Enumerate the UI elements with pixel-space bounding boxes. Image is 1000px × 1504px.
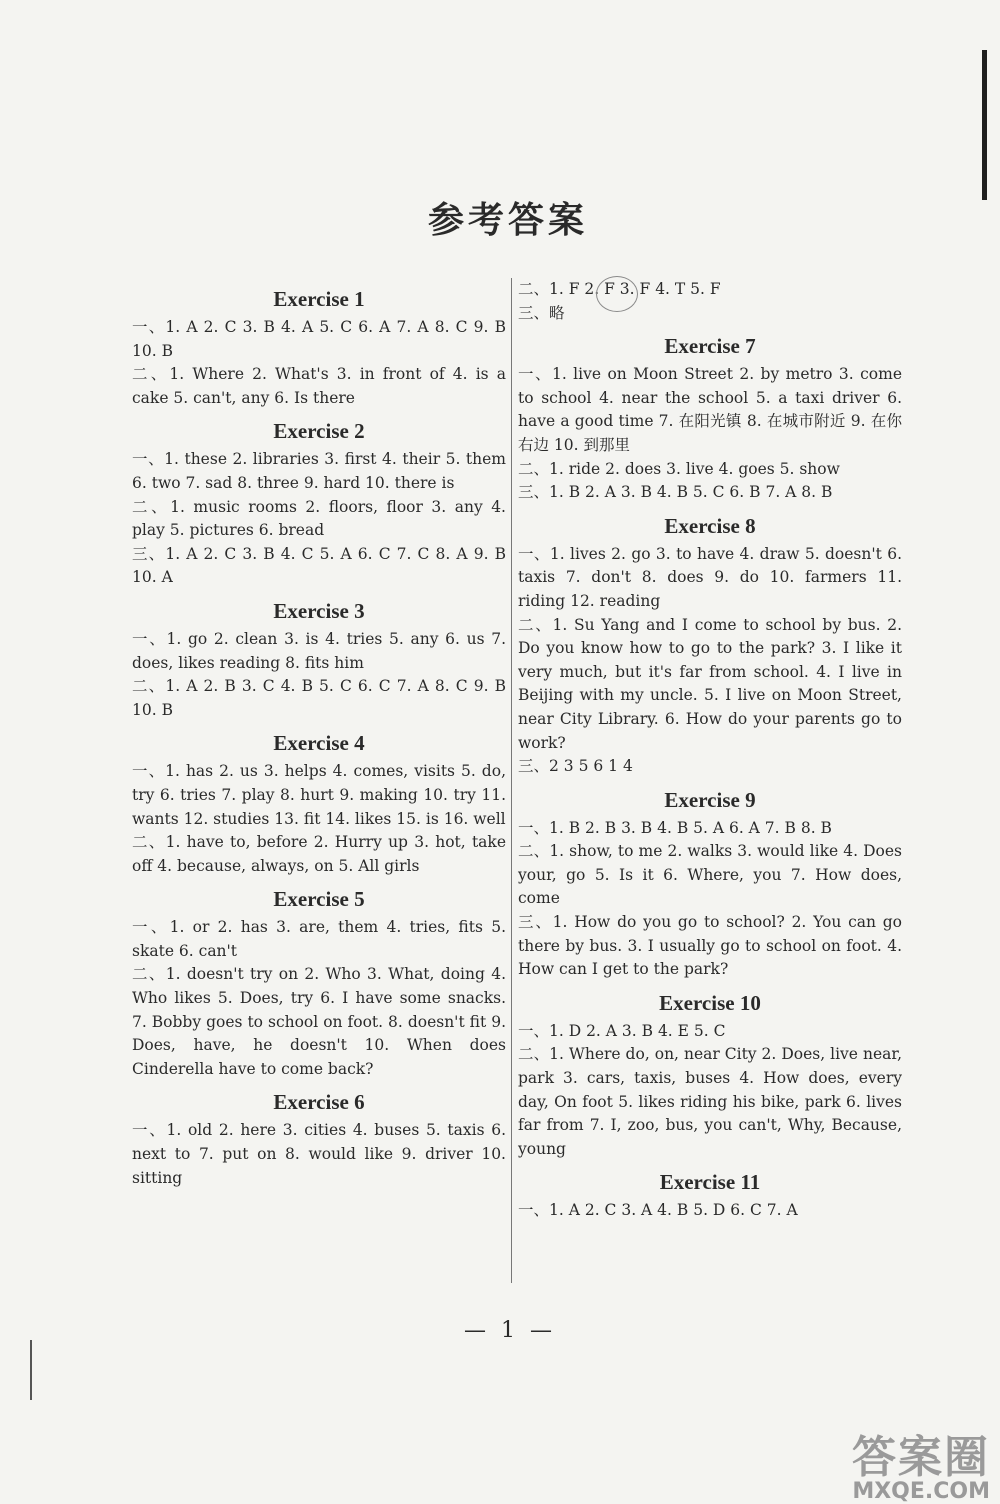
answer-paragraph: 一、1. lives 2. go 3. to have 4. draw 5. doesn't 6. taxis 7. don't 8. does 9. do 10. farmers 11. riding 12. reading: [518, 544, 902, 610]
exercise-heading: Exercise 6: [273, 1090, 365, 1115]
page-number: — 1 —: [464, 1318, 556, 1343]
answer-paragraph: 一、1. these 2. libraries 3. first 4. their 5. them 6. two 7. sad 8. three 9. hard 10. there is: [132, 450, 506, 492]
answer-paragraph: 三、2 3 5 6 1 4: [518, 757, 633, 776]
exercise-heading: Exercise 1: [273, 287, 365, 311]
stamp-seal: [596, 276, 638, 312]
margin-mark: [30, 1340, 32, 1400]
answer-paragraph: 二、1. have to, before 2. Hurry up 3. hot, take off 4. because, always, on 5. All girls: [132, 833, 506, 875]
answer-paragraph: 二、1. Su Yang and I come to school by bus. 2. Do you know how to go to the park? 3. I like it very much, but it's far from school. 4. I live in Beijing with my uncle. 5. I live on Moon Street, near City Library. 6. How do your parents go to work?: [518, 615, 902, 752]
answer-paragraph: 三、1. How do you go to school? 2. You can go there by bus. 3. I usually go to school on foot. 4. How can I get to the park?: [518, 913, 902, 979]
answer-paragraph: 一、1. A 2. C 3. A 4. B 5. D 6. C 7. A: [518, 1201, 798, 1220]
answer-paragraph: 三、略: [518, 303, 565, 322]
site-watermark: [820, 1432, 990, 1504]
exercise-heading: Exercise 10: [659, 990, 761, 1015]
exercise-heading: Exercise 5: [273, 887, 365, 912]
answer-paragraph: 二、1. music rooms 2. floors, floor 3. any 4. play 5. pictures 6. bread: [132, 497, 506, 540]
right-answer-column: [518, 278, 902, 1223]
exercise-heading: Exercise 4: [273, 731, 365, 756]
answer-paragraph: 二、1. Where do, on, near City 2. Does, live near, park 3. cars, taxis, buses 4. How does, every day, On foot 5. likes riding his bike, park 6. lives far from 7. I, zoo, bus, you can't, Why, Because, young: [518, 1045, 902, 1158]
page-edge-bar: [982, 50, 987, 200]
answer-paragraph: 一、1. or 2. has 3. are, them 4. tries, fits 5. skate 6. can't: [132, 918, 506, 960]
answer-paragraph: 二、1. ride 2. does 3. live 4. goes 5. show: [518, 459, 840, 478]
left-answer-column: [132, 278, 506, 1190]
exercise-heading: Exercise 9: [664, 787, 756, 812]
answer-paragraph: 一、1. B 2. B 3. B 4. B 5. A 6. A 7. B 8. B: [518, 818, 832, 837]
answer-paragraph: 二、1. doesn't try on 2. Who 3. What, doing 4. Who likes 5. Does, try 6. I have some snacks. 7. Bobby goes to school on foot. 8. doesn't fit 9. Does, have, he doesn't 10. When does Cinderella have to come back?: [132, 965, 506, 1078]
answer-paragraph: 一、1. old 2. here 3. cities 4. buses 5. taxis 6. next to 7. put on 8. would like 9. driver 10. sitting: [132, 1121, 506, 1187]
exercise-heading: Exercise 8: [664, 513, 756, 538]
answer-paragraph: 一、1. D 2. A 3. B 4. E 5. C: [518, 1021, 726, 1040]
watermark-logo-text: 答案圈: [852, 1432, 990, 1483]
answer-paragraph: 二、1. show, to me 2. walks 3. would like 4. Does your, go 5. Is it 6. Where, you 7. How does, come: [518, 842, 902, 908]
answer-paragraph: 一、1. has 2. us 3. helps 4. comes, visits 5. do, try 6. tries 7. play 8. hurt 9. making 10. try 11. wants 12. studies 13. fit 14. likes 15. is 16. well: [132, 762, 506, 828]
exercise-heading: Exercise 3: [273, 598, 365, 623]
column-divider: [511, 278, 512, 1283]
exercise-heading: Exercise 7: [664, 334, 756, 359]
exercise-heading: Exercise 11: [659, 1170, 761, 1195]
watermark-url: MXQE.COM: [852, 1479, 990, 1504]
answer-paragraph: 二、1. F 2. F 3. F 4. T 5. F: [518, 280, 721, 298]
page-title: 参考答案: [427, 199, 588, 241]
answer-paragraph: 二、1. Where 2. What's 3. in front of 4. is a cake 5. can't, any 6. Is there: [132, 365, 506, 407]
answer-paragraph: 一、1. go 2. clean 3. is 4. tries 5. any 6. us 7. does, likes reading 8. fits him: [132, 629, 506, 672]
answer-paragraph: 二、1. A 2. B 3. C 4. B 5. C 6. C 7. A 8. C 9. B 10. B: [132, 677, 506, 719]
answer-paragraph: 一、1. A 2. C 3. B 4. A 5. C 6. A 7. A 8. C 9. B 10. B: [132, 318, 506, 360]
exercise-heading: Exercise 2: [273, 419, 365, 444]
answer-paragraph: 一、1. live on Moon Street 2. by metro 3. come to school 4. near the school 5. a taxi driver 6. have a good time 7. 在阳光镇 8. 在城市附近 9. 在你右边 10. 到那里: [518, 365, 902, 454]
answer-paragraph: 三、1. A 2. C 3. B 4. C 5. A 6. C 7. C 8. A 9. B 10. A: [132, 544, 506, 587]
answer-paragraph: 三、1. B 2. A 3. B 4. B 5. C 6. B 7. A 8. B: [518, 483, 833, 502]
